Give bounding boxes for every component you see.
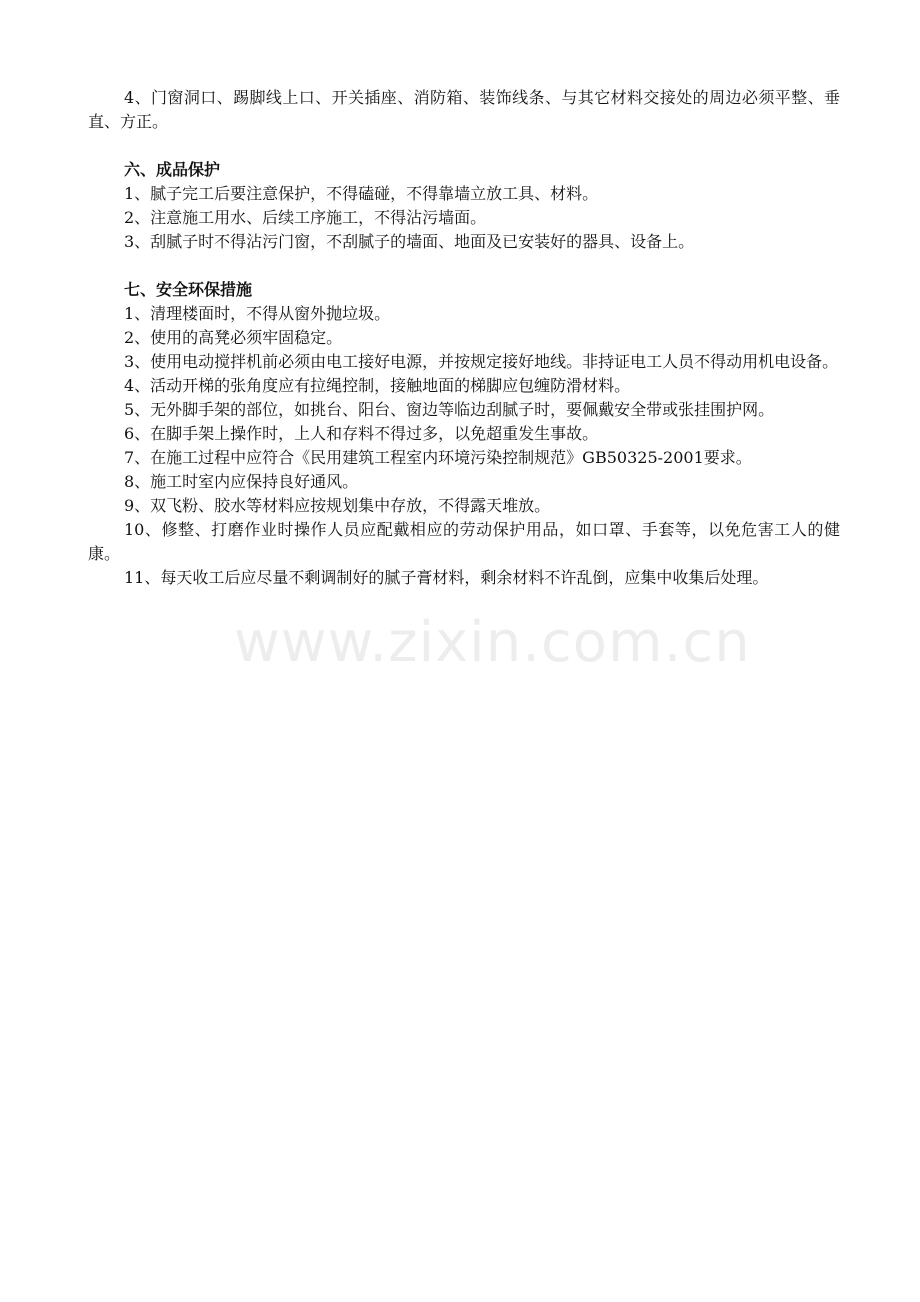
list-item: 3、使用电动搅拌机前必须由电工接好电源，并按规定接好地线。非持证电工人员不得动用机电设备。 xyxy=(124,352,839,371)
list-item: 5、无外脚手架的部位，如挑台、阳台、窗边等临边刮腻子时，要佩戴安全带或张挂围护网。 xyxy=(124,400,775,419)
list-item: 11、每天收工后应尽量不剩调制好的腻子膏材料，剩余材料不许乱倒，应集中收集后处理。 xyxy=(124,568,769,587)
list-item: 1、清理楼面时，不得从窗外抛垃圾。 xyxy=(124,304,391,323)
watermark: www.zixin.com.cn xyxy=(234,610,751,675)
list-item: 8、施工时室内应保持良好通风。 xyxy=(124,472,359,491)
list-item: 9、双飞粉、胶水等材料应按规划集中存放，不得露天堆放。 xyxy=(124,496,551,515)
list-item: 4、活动开梯的张角度应有拉绳控制，接触地面的梯脚应包缠防滑材料。 xyxy=(124,376,631,395)
list-item: 10、修整、打磨作业时操作人员应配戴相应的劳动保护用品，如口罩、手套等，以免危害工人的健康。 xyxy=(88,520,840,563)
section-safety-environmental-measures xyxy=(88,278,840,590)
list-item: 7、在施工过程中应符合《民用建筑工程室内环境污染控制规范》GB50325-2001要求。 xyxy=(124,448,752,467)
list-item: 3、刮腻子时不得沾污门窗，不刮腻子的墙面、地面及已安装好的器具、设备上。 xyxy=(124,232,695,251)
list-item: 6、在脚手架上操作时，上人和存料不得过多，以免超重发生事故。 xyxy=(124,424,599,443)
list-item: 2、使用的高凳必须牢固稳定。 xyxy=(124,328,343,347)
paragraph-item-4: 4、门窗洞口、踢脚线上口、开关插座、消防箱、装饰线条、与其它材料交接处的周边必须平整、垂直、方正。 xyxy=(88,88,840,131)
list-item: 1、腻子完工后要注意保护，不得磕碰，不得靠墙立放工具、材料。 xyxy=(124,184,599,203)
section-heading: 六、成品保护 xyxy=(124,160,221,179)
section-finished-product-protection xyxy=(88,158,840,254)
section-heading: 七、安全环保措施 xyxy=(124,280,253,299)
document-page xyxy=(88,86,840,590)
list-item: 2、注意施工用水、后续工序施工，不得沾污墙面。 xyxy=(124,208,487,227)
